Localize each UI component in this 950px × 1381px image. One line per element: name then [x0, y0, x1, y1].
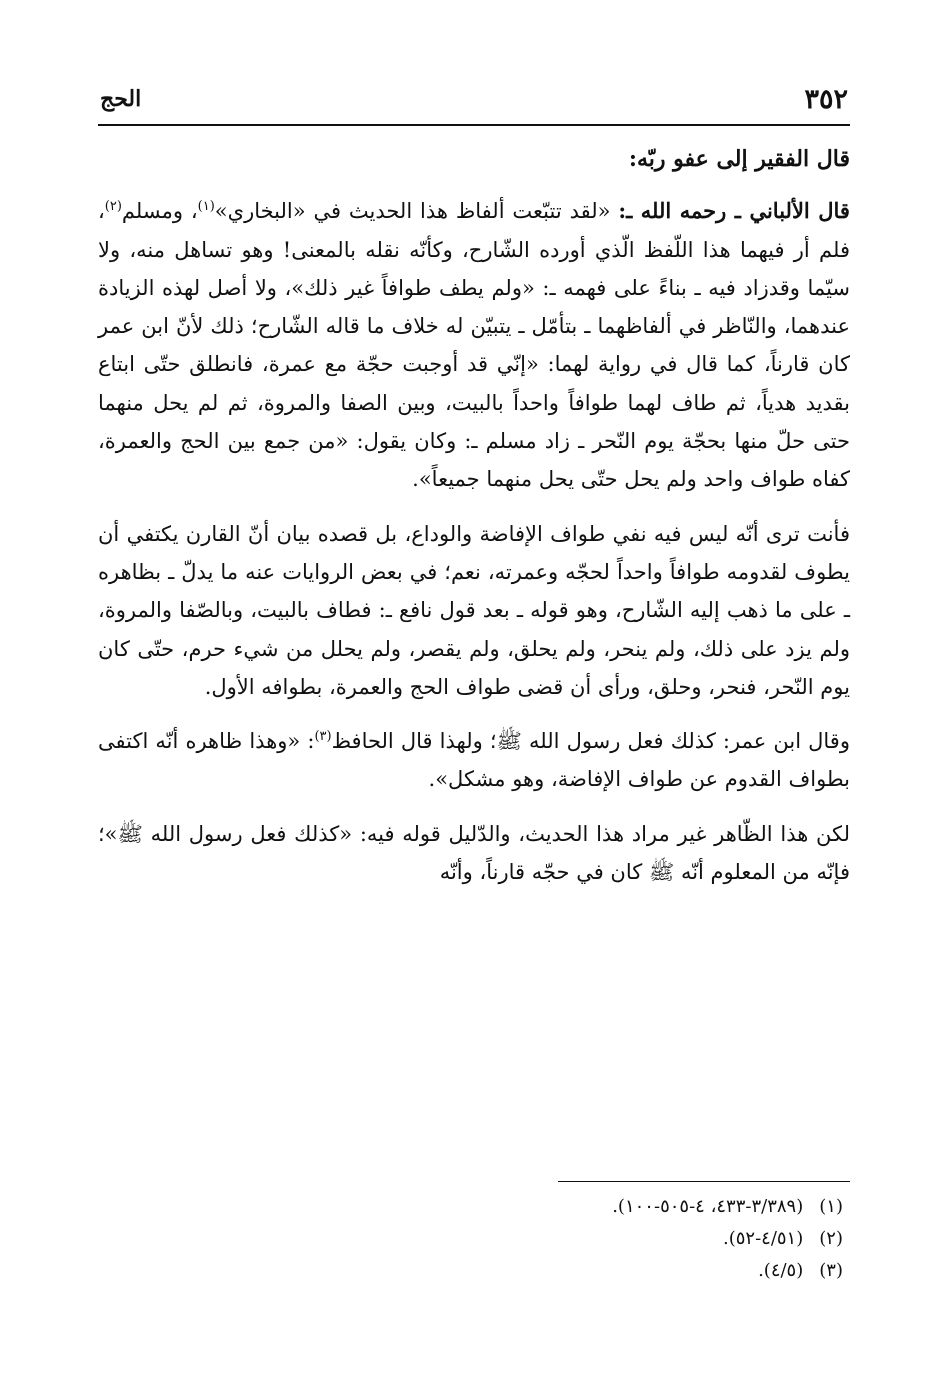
footnote-number: (١) [819, 1196, 843, 1217]
paragraph-2: فأنت ترى أنّه ليس فيه نفي طواف الإفاضة والوداع، بل قصده بيان أنّ القارن يكتفي أن يطوف لقدومه طوافاً واحداً لحجّه وعمرته، نعم؛ في بعض الروايات عنه ما يدلّ ـ بظاهره ـ على ما ذهب إليه الشّارح، وهو قوله ـ بعد قول نافع ـ: فطاف بالبيت، وبالصّفا والمروة، ولم يزد على ذلك، ولم ينحر، ولم يحلق، ولم يقصر، ولم يحلل من شيء حرم، حتّى كان يوم النّحر، فنحر، وحلق، ورأى أن قضى طواف الحج والعمرة، بطوافه الأول. [98, 521, 850, 699]
p3-text-b: : «وهذا ظاهره أنّه اكتفى بطواف القدوم عن طواف الإفاضة، وهو مشكل». [98, 729, 850, 792]
footnote-text: (٣/٣٨٩-٤٣٣، ٤-٥٠٥-١٠٠). [612, 1196, 804, 1217]
paragraph-3 [98, 722, 850, 799]
paragraph-albani-quote [98, 192, 850, 498]
page-header [98, 84, 850, 126]
section-heading: قال الفقير إلى عفو ربّه: [628, 146, 850, 172]
p3-text-a: وقال ابن عمر: كذلك فعل رسول الله ﷺ؛ ولهذا قال الحافظ [331, 729, 850, 754]
footnote-3 [98, 1255, 843, 1287]
quote-text-b: ، ومسلم [121, 199, 198, 224]
main-text [98, 140, 850, 891]
footnote-1 [98, 1191, 843, 1223]
quote-text-c: ، فلم أر فيهما هذا اللّفظ الّذي أورده الشّارح، وكأنّه نقله بالمعنى! وهو تساهل منه، ولا سيّما وقدزاد فيه ـ بناءً على فهمه ـ: «ولم يطف طوافاً غير ذلك»، ولا أصل لهذه الزيادة عندهما، والنّاظر في ألفاظهما ـ بتأمّل ـ يتبيّن له خلاف ما قاله الشّارح؛ ذلك لأنّ ابن عمر كان قارناً، كما قال في رواية لهما: «إنّي قد أوجبت حجّة مع عمرة، فانطلق حتّى ابتاع بقديد هدياً، ثم طاف لهما طوافاً واحداً بالبيت، وبين الصفا والمروة، ثم لم يحل منهما حتى حلّ منها بحجّة يوم النّحر ـ زاد مسلم ـ: وكان يقول: «من جمع بين الحج والعمرة، كفاه طواف واحد ولم يحل حتّى يحل منهما جميعاً». [98, 199, 850, 492]
page-number: ٣٥٢ [804, 84, 848, 115]
footnote-text: (٤/٥). [758, 1260, 804, 1281]
footnote-number: (٢) [819, 1228, 843, 1249]
footnote-number: (٣) [819, 1260, 843, 1281]
quote-text-a: «لقد تتبّعت ألفاظ هذا الحديث في «البخاري» [214, 199, 619, 224]
footnote-separator [558, 1181, 850, 1182]
paragraph-4: لكن هذا الظّاهر غير مراد هذا الحديث، والدّليل قوله فيه: «كذلك فعل رسول الله ﷺ»؛ فإنّه من المعلوم أنّه ﷺ كان في حجّه قارناً، وأنّه [98, 821, 850, 885]
footnote-2 [98, 1223, 843, 1255]
footnote-text: (٤/٥١-٥٢). [722, 1228, 804, 1249]
footnote-ref-3[interactable]: (٣) [314, 729, 332, 745]
footnote-ref-1[interactable]: (١) [197, 199, 215, 215]
footnotes [98, 1191, 843, 1287]
chapter-title: الحج [100, 86, 142, 112]
speaker-lead: قال الألباني ـ رحمه الله ـ: [618, 198, 850, 224]
footnote-ref-2[interactable]: (٢) [104, 199, 122, 215]
